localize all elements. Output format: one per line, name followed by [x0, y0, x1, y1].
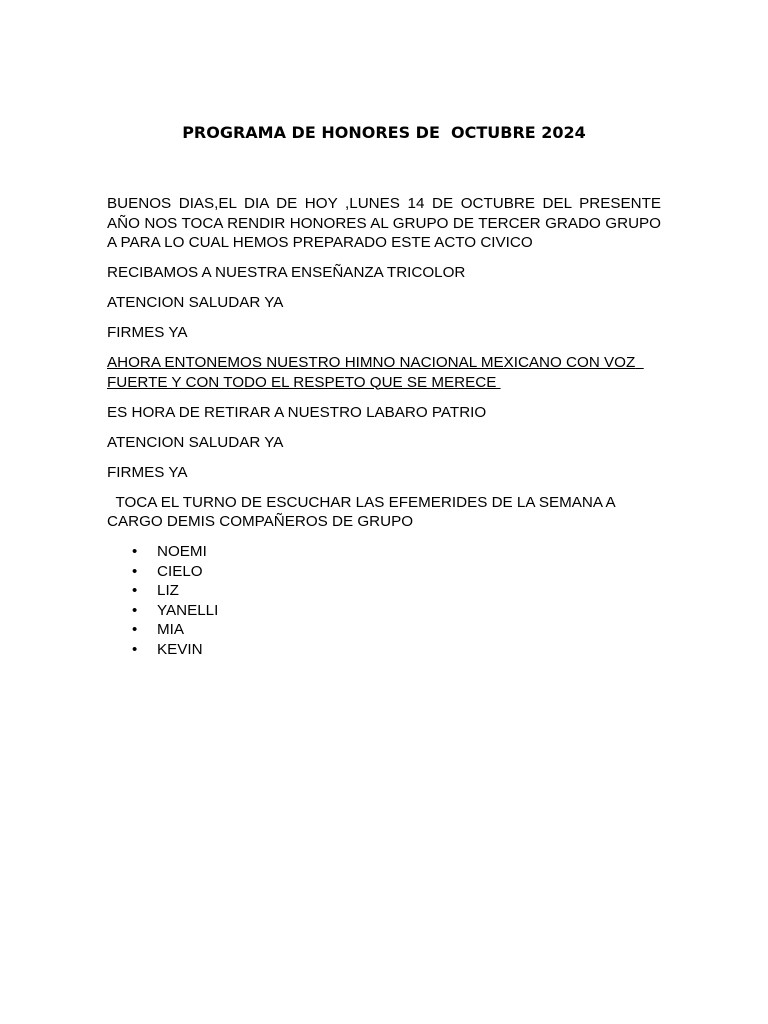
list-item: [107, 640, 661, 660]
student-name: YANELLI: [157, 601, 219, 619]
attention-command-paragraph: FIRMES YA: [107, 324, 188, 341]
bullet-icon: •: [132, 640, 138, 658]
anthem-paragraph: AHORA ENTONEMOS NUESTRO HIMNO NACIONAL MEXICANO CON VOZ FUERTE Y CON TODO EL RESPETO QUE SE MERECE: [107, 354, 644, 391]
bullet-icon: •: [132, 543, 138, 560]
bullet-icon: •: [132, 621, 138, 638]
document-title: PROGRAMA DE HONORES DE OCTUBRE 2024: [182, 123, 586, 142]
student-name: LIZ: [157, 582, 179, 599]
list-item: [107, 542, 661, 562]
flag-retire-paragraph: ES HORA DE RETIRAR A NUESTRO LABARO PATRIO: [107, 403, 487, 421]
ephemerides-paragraph: TOCA EL TURNO DE ESCUCHAR LAS EFEMERIDES DE LA SEMANA A CARGO DEMIS COMPAÑEROS DE GRUPO: [107, 493, 620, 530]
bullet-icon: •: [132, 562, 138, 580]
document-body: [107, 194, 661, 659]
bullet-icon: •: [132, 582, 138, 599]
salute-command-paragraph-2: ATENCION SALUDAR YA: [107, 433, 284, 451]
student-name: MIA: [157, 621, 185, 638]
student-name: CIELO: [157, 562, 203, 580]
list-item: [107, 581, 661, 601]
student-name: NOEMI: [157, 543, 207, 560]
students-list: [107, 542, 661, 659]
list-item: [107, 620, 661, 640]
bullet-icon: •: [132, 601, 138, 619]
attention-command-paragraph-2: FIRMES YA: [107, 463, 188, 481]
greeting-paragraph: BUENOS DIAS,EL DIA DE HOY ,LUNES 14 DE OCTUBRE DEL PRESENTE AÑO NOS TOCA RENDIR HONORES AL GRUPO DE TERCER GRADO GRUPO A PARA LO CUAL HEMOS PREPARADO ESTE ACTO CIVICO: [107, 195, 661, 251]
flag-reception-paragraph: RECIBAMOS A NUESTRA ENSEÑANZA TRICOLOR: [107, 264, 466, 281]
list-item: [107, 601, 661, 621]
student-name: KEVIN: [157, 640, 203, 658]
salute-command-paragraph: ATENCION SALUDAR YA: [107, 294, 284, 311]
list-item: [107, 562, 661, 582]
